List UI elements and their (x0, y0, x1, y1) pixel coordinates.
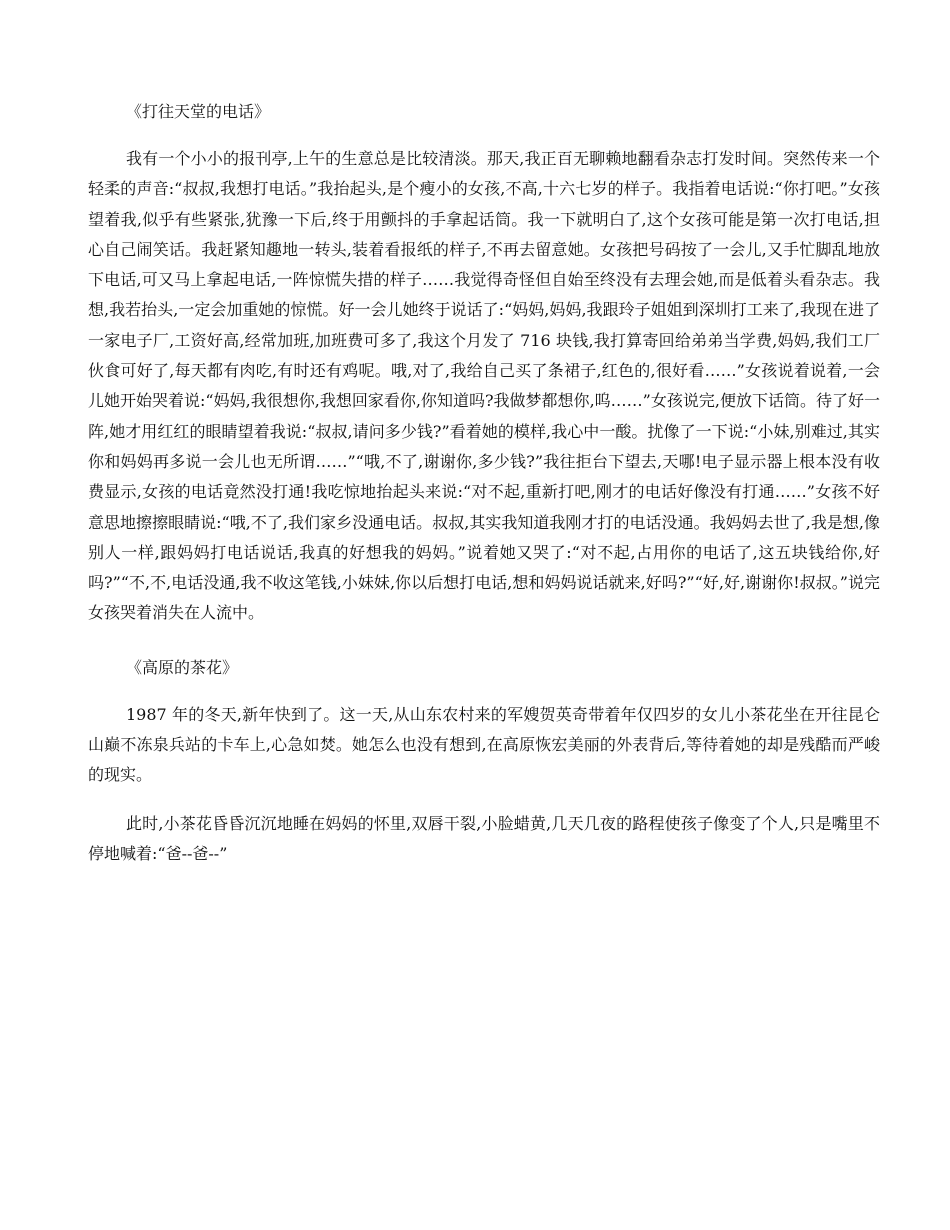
section-title-plateau-camellia: 《高原的茶花》 (126, 657, 239, 677)
story-paragraph: 1987 年的冬天,新年快到了。这一天,从山东农村来的军嫂贺英奇带着年仅四岁的女儿小茶花坐在开往昆仑山巅不冻泉兵站的卡车上,心急如焚。她怎么也没有想到,在高原恢宏美丽的外表背后,等待着她的却是残酷而严峻的现实。 (88, 704, 880, 785)
story-paragraph: 此时,小茶花昏昏沉沉地睡在妈妈的怀里,双唇干裂,小脸蜡黄,几天几夜的路程使孩子像变了个人,只是嘴里不停地喊着:“爸--爸--” (88, 813, 880, 863)
story-paragraph: 我有一个小小的报刊亭,上午的生意总是比较清淡。那天,我正百无聊赖地翻看杂志打发时间。突然传来一个轻柔的声音:“叔叔,我想打电话。”我抬起头,是个瘦小的女孩,不高,十六七岁的样子。我指着电话说:“你打吧。”女孩望着我,似乎有些紧张,犹豫一下后,终于用颤抖的手拿起话筒。我一下就明白了,这个女孩可能是第一次打电话,担心自己闹笑话。我赶紧知趣地一转头,装着看报纸的样子,不再去留意她。女孩把号码按了一会儿,又手忙脚乱地放下电话,可又马上拿起电话,一阵惊慌失措的样子……我觉得奇怪但自始至终没有去理会她,而是低着头看杂志。我想,我若抬头,一定会加重她的惊慌。好一会儿她终于说话了:“妈妈,妈妈,我跟玲子姐姐到深圳打工来了,我现在进了一家电子厂,工资好高,经常加班,加班费可多了,我这个月发了 716 块钱,我打算寄回给弟弟当学费,妈妈,我们工厂伙食可好了,每天都有肉吃,有时还有鸡呢。哦,对了,我给自己买了条裙子,红色的,很好看……”女孩说着说着,一会儿她开始哭着说:“妈妈,我很想你,我想回家看你,你知道吗?我做梦都想你,呜……”女孩说完,便放下话筒。待了好一阵,她才用红红的眼睛望着我说:“叔叔,请问多少钱?”看着她的模样,我心中一酸。扰像了一下说:“小妹,别难过,其实你和妈妈再多说一会儿也无所谓……”“哦,不了,谢谢你,多少钱?”我往拒台下望去,天哪!电子显示器上根本没有收费显示,女孩的电话竟然没打通!我吃惊地抬起头来说:“对不起,重新打吧,刚才的电话好像没有打通……”女孩不好意思地擦擦眼睛说:“哦,不了,我们家乡没通电话。叔叔,其实我知道我刚才打的电话没通。我妈妈去世了,我是想,像别人一样,跟妈妈打电话说话,我真的好想我的妈妈。”说着她又哭了:“对不起,占用你的电话了,这五块钱给你,好吗?”“不,不,电话没通,我不收这笔钱,小妹妹,你以后想打电话,想和妈妈说话就来,好吗?”“好,好,谢谢你!叔叔。”说完女孩哭着消失在人流中。 (88, 149, 880, 623)
section-title-heaven-call: 《打往天堂的电话》 (126, 102, 271, 121)
